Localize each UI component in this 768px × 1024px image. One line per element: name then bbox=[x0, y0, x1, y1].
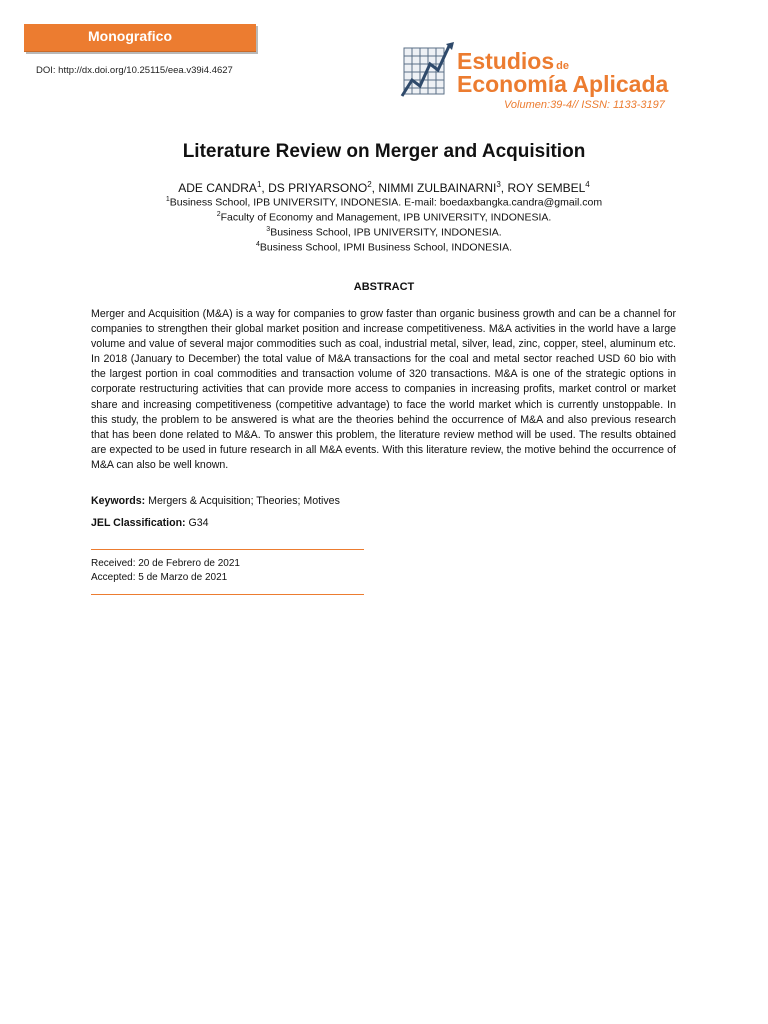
affiliation bbox=[0, 196, 768, 209]
author-name: DS PRIYARSONO bbox=[268, 181, 368, 195]
keywords-value: Mergers & Acquisition; Theories; Motives bbox=[148, 495, 340, 507]
affiliation-text: Business School, IPB UNIVERSITY, INDONESIA. bbox=[270, 226, 502, 239]
affiliation-sup: 4 bbox=[255, 241, 260, 248]
affiliation-sup: 1 bbox=[165, 196, 170, 203]
doi-link[interactable]: DOI: http://dx.doi.org/10.25115/eea.v39i4.4627 bbox=[36, 65, 233, 76]
abstract-heading: ABSTRACT bbox=[353, 281, 415, 293]
jel-label: JEL Classification: bbox=[91, 517, 186, 529]
abstract-text: Merger and Acquisition (M&A) is a way for companies to grow faster than organic business growth and can be a channel for companies to strengthen their global market position and increase competitiveness. M&A activities in the world have a large volume and value of several major commodities such as coal, industrial metal, silver, lead, zinc, copper, steel, aluminum etc. In 2018 (January to December) the total value of M&A transactions for the coal and metal sector reached USD 60 bio with the largest portion in coal commodities and transaction volume of 320 transactions. M&A is one of the strategic options in corporate restructuring activities that can provide more access to companies in increasing profits, market control or market share and increasing competitiveness (competitive advantage) to face the world market which is currently unstoppable. In this study, the problem to be answered is what are the theories behind the occurrence of M&A and also previous research that has been done related to M&A. To answer this problem, the literature review method will be used. The results obtained are expected to be used in future research in all M&A events. With this literature review, the motive behind the occurrence of M&A can also be well known. bbox=[91, 308, 676, 471]
article-title: Literature Review on Merger and Acquisition bbox=[182, 141, 586, 162]
journal-name-de: de bbox=[556, 60, 569, 72]
divider bbox=[91, 549, 364, 550]
keywords bbox=[91, 495, 340, 507]
author-sup: 4 bbox=[585, 180, 590, 189]
journal-volume: Volumen:39-4// ISSN: 1133-3197 bbox=[504, 99, 665, 111]
affiliation-sup: 2 bbox=[216, 211, 221, 218]
chart-logo-icon bbox=[400, 40, 460, 100]
journal-name-line1: Estudios bbox=[457, 48, 555, 74]
journal-logo bbox=[400, 40, 690, 116]
accepted-date: Accepted: 5 de Marzo de 2021 bbox=[91, 572, 228, 583]
author-list: ADE CANDRA$^1$, DS PRIYARSONO$^2$, NIMMI ZULBAINARNI$^3$, ROY SEMBEL$^4$ bbox=[178, 180, 590, 195]
author-sup: 1 bbox=[256, 180, 262, 189]
jel-classification bbox=[91, 517, 209, 529]
affiliation-text: Business School, IPB UNIVERSITY, INDONESIA. E-mail: boedaxbangka.candra@gmail.com bbox=[169, 196, 603, 209]
author-sup: 3 bbox=[496, 180, 501, 189]
section-label: Monografico bbox=[88, 28, 172, 44]
journal-name-line2: Economía Aplicada bbox=[457, 71, 669, 97]
jel-value: G34 bbox=[188, 517, 209, 529]
author-sup: 2 bbox=[367, 180, 372, 189]
author-name: ADE CANDRA bbox=[178, 181, 257, 195]
affiliation bbox=[0, 211, 768, 224]
affiliation bbox=[0, 241, 768, 254]
affiliation-sup: 3 bbox=[266, 226, 271, 233]
affiliation bbox=[0, 226, 768, 239]
divider bbox=[91, 594, 364, 595]
received-date: Received: 20 de Febrero de 2021 bbox=[91, 558, 240, 569]
section-banner bbox=[24, 24, 256, 52]
keywords-label: Keywords: bbox=[91, 495, 146, 507]
author-name: ROY SEMBEL bbox=[507, 181, 586, 195]
affiliation-text: Faculty of Economy and Management, IPB UNIVERSITY, INDONESIA. bbox=[220, 211, 552, 224]
affiliation-text: Business School, IPMI Business School, INDONESIA. bbox=[259, 241, 512, 254]
author-name: NIMMI ZULBAINARNI bbox=[378, 181, 497, 195]
